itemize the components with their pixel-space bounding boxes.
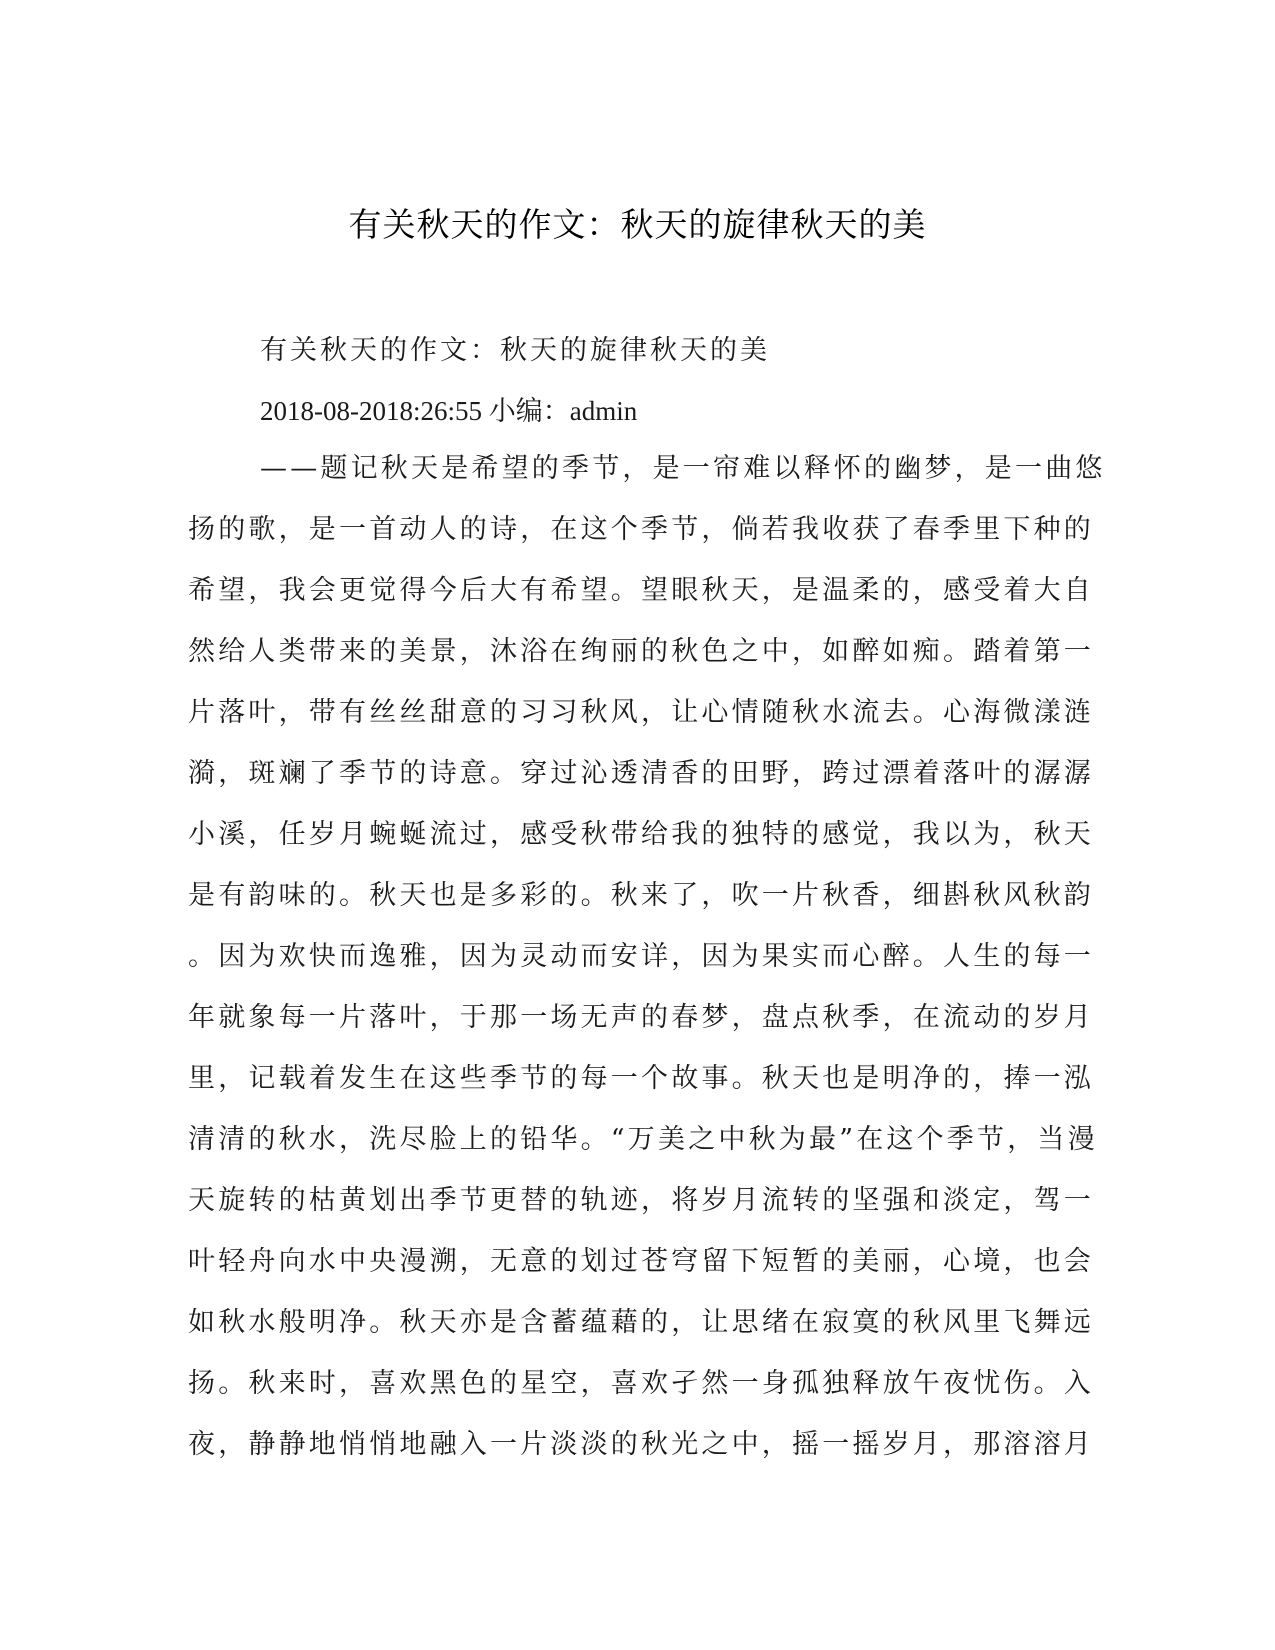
- body-line: 是有韵味的。秋天也是多彩的。秋来了，吹一片秋香，细斟秋风秋韵: [188, 880, 1094, 911]
- body-line: 片落叶，带有丝丝甜意的习习秋风，让心情随秋水流去。心海微漾涟: [188, 697, 1094, 728]
- body-line: 如秋水般明净。秋天亦是含蓄蕴藉的，让思绪在寂寞的秋风里飞舞远: [188, 1307, 1094, 1338]
- body-line: 然给人类带来的美景，沐浴在绚丽的秋色之中，如醉如痴。踏着第一: [188, 636, 1094, 667]
- body-line: 小溪，任岁月蜿蜒流过，感受秋带给我的独特的感觉，我以为，秋天: [188, 819, 1094, 850]
- body-line: 天旋转的枯黄划出季节更替的轨迹，将岁月流转的坚强和淡定，驾一: [188, 1185, 1094, 1216]
- body-line: 扬的歌，是一首动人的诗，在这个季节，倘若我收获了春季里下种的: [188, 514, 1094, 545]
- body-line: ——题记秋天是希望的季节，是一帘难以释怀的幽梦，是一曲悠: [260, 453, 1106, 484]
- body-line: 希望，我会更觉得今后大有希望。望眼秋天，是温柔的，感受着大自: [188, 575, 1094, 606]
- body-line: 清清的秋水，洗尽脸上的铅华。“万美之中秋为最”在这个季节，当漫: [188, 1124, 1098, 1155]
- document-title: 有关秋天的作文：秋天的旋律秋天的美: [348, 205, 927, 244]
- article-meta: 2018-08-2018:26:55 小编：admin: [260, 396, 638, 426]
- article-body: [188, 438, 1106, 1475]
- body-line: 夜，静静地悄悄地融入一片淡淡的秋光之中，摇一摇岁月，那溶溶月: [188, 1429, 1094, 1460]
- body-line: 年就象每一片落叶，于那一场无声的春梦，盘点秋季，在流动的岁月: [188, 1002, 1094, 1033]
- body-line: 漪，斑斓了季节的诗意。穿过沁透清香的田野，跨过漂着落叶的潺潺: [188, 758, 1094, 789]
- body-line: 叶轻舟向水中央漫溯，无意的划过苍穹留下短暂的美丽，心境，也会: [188, 1246, 1094, 1277]
- body-line: 里，记载着发生在这些季节的每一个故事。秋天也是明净的，捧一泓: [188, 1063, 1094, 1094]
- article-subtitle: 有关秋天的作文：秋天的旋律秋天的美: [260, 335, 770, 366]
- body-line: 扬。秋来时，喜欢黑色的星空，喜欢孑然一身孤独释放午夜忧伤。入: [188, 1368, 1094, 1399]
- body-line: 。因为欢快而逸雅，因为灵动而安详，因为果实而心醉。人生的每一: [188, 941, 1094, 972]
